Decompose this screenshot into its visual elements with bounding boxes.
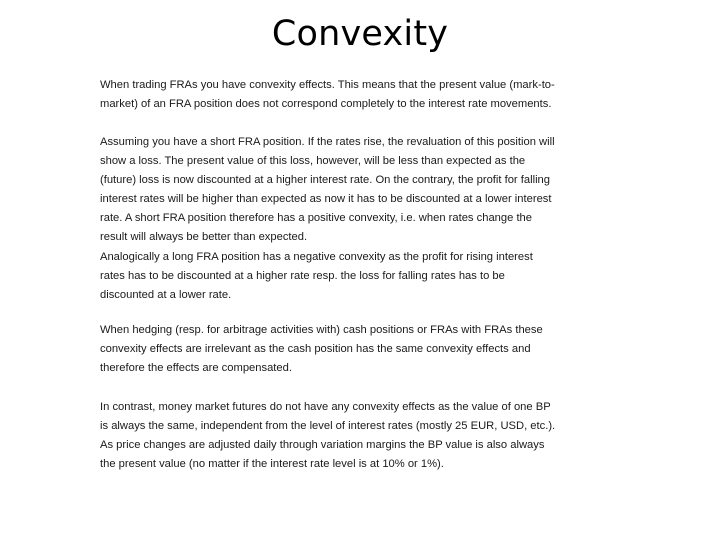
paragraph-convexity-intro	[100, 76, 555, 114]
text-line: rate. A short FRA position therefore has a positive convexity, i.e. when rates change the	[100, 212, 532, 225]
text-line: When trading FRAs you have convexity effects. This means that the present value (mark-to-	[100, 79, 555, 91]
text-line: show a loss. The present value of this loss, however, will be less than expected as the	[100, 155, 526, 168]
text-line: market) of an FRA position does not correspond completely to the interest rate movements.	[100, 98, 552, 111]
text-line: (future) loss is now discounted at a higher interest rate. On the contrary, the profit for falling	[100, 174, 551, 187]
text-line: rates has to be discounted at a higher rate resp. the loss for falling rates has to be	[100, 269, 505, 282]
paragraph-futures-contrast	[100, 398, 555, 474]
text-line: convexity effects are irrelevant as the cash position has the same convexity effects and	[100, 343, 531, 356]
text-line: the present value (no matter if the interest rate level is at 10% or 1%).	[100, 458, 444, 471]
text-line: When hedging (resp. for arbitrage activities with) cash positions or FRAs with FRAs these	[100, 324, 543, 336]
paragraph-short-long-fra	[100, 133, 555, 305]
slide-title: Convexity	[271, 14, 449, 54]
text-line: Analogically a long FRA position has a negative convexity as the profit for rising interest	[100, 250, 533, 263]
text-line: discounted at a lower rate.	[100, 288, 232, 301]
text-line: therefore the effects are compensated.	[100, 362, 292, 375]
text-line: result will always be better than expected.	[100, 231, 308, 244]
text-line: is always the same, independent from the level of interest rates (mostly 25 EUR, USD, etc.).	[100, 420, 556, 433]
text-line: interest rates will be higher than expected as now it has to be discounted at a lower interest	[100, 193, 552, 206]
text-line: As price changes are adjusted daily through variation margins the BP value is also always	[100, 439, 545, 452]
text-line: In contrast, money market futures do not have any convexity effects as the value of one BP	[100, 401, 551, 413]
text-line: Assuming you have a short FRA position. If the rates rise, the revaluation of this position will	[100, 136, 555, 148]
paragraph-hedging	[100, 321, 555, 378]
